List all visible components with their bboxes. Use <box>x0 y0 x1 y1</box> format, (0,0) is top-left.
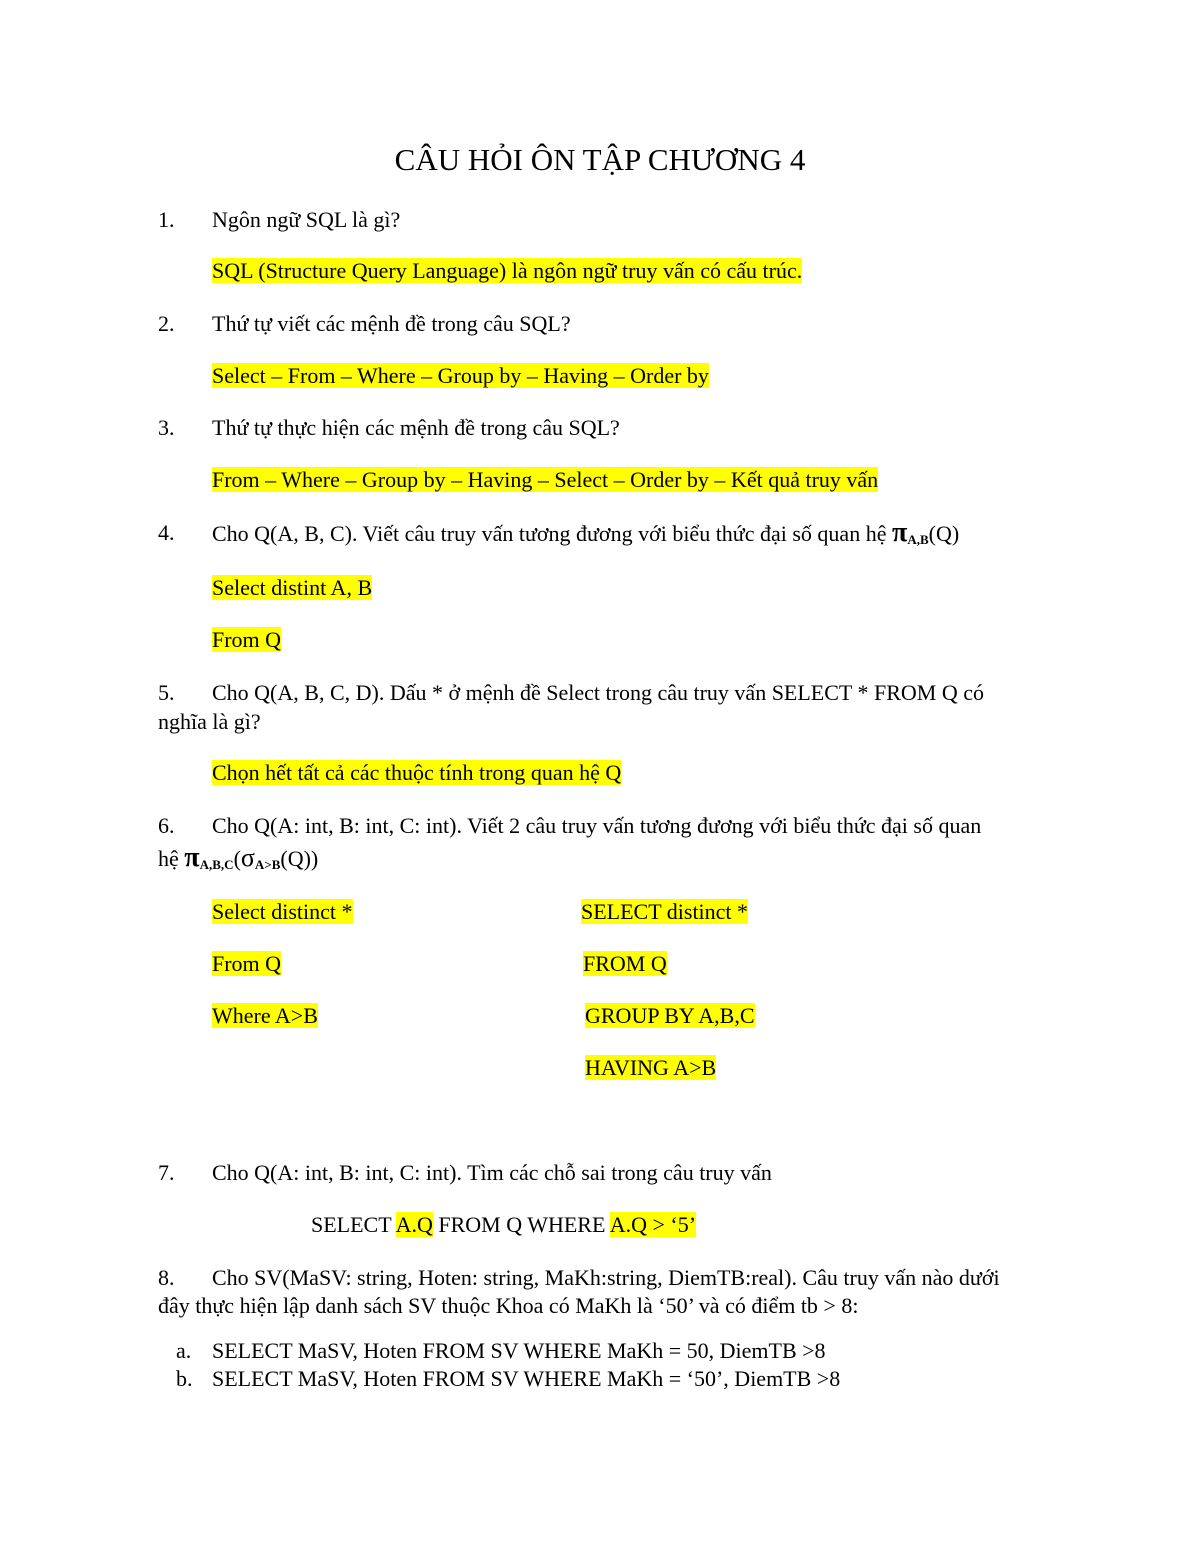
paren-open: ( <box>233 846 241 871</box>
pi-subscript: A,B <box>907 532 929 547</box>
answer-1-line <box>212 256 802 286</box>
answer-2: Select – From – Where – Group by – Having – Order by <box>212 363 709 388</box>
question-2-text: Thứ tự viết các mệnh đề trong câu SQL? <box>212 311 571 336</box>
answer-5-line <box>212 758 621 788</box>
answer-1: SQL (Structure Query Language) là ngôn ngữ truy vấn có cấu trúc. <box>212 258 803 283</box>
question-8-text-1: Cho SV(MaSV: string, Hoten: string, MaKh:string, DiemTB:real). Câu truy vấn nào dưới <box>212 1265 1000 1290</box>
question-3-text: Thứ tự thực hiện các mệnh đề trong câu SQL? <box>212 415 620 440</box>
answer-4-line-1 <box>212 573 372 603</box>
query-error-1: A.Q <box>395 1212 433 1237</box>
answer-6-right-from: FROM Q <box>583 951 667 976</box>
answer-6-right-having: HAVING A>B <box>585 1055 717 1080</box>
answer-6-right-4 <box>585 1053 716 1083</box>
answer-6-left-2 <box>212 949 281 979</box>
answer-6-left-where: Where A>B <box>212 1003 318 1028</box>
pi-subscript: A,B,C <box>199 857 234 872</box>
answer-6-right-group: GROUP BY A,B,C <box>585 1003 755 1028</box>
question-5-text-1: Cho Q(A, B, C, D). Dấu * ở mệnh đề Select trong câu truy vấn SELECT * FROM Q có <box>212 680 984 705</box>
query-part: SELECT <box>311 1212 396 1237</box>
question-4-body: Cho Q(A, B, C). Viết câu truy vấn tương đương với biểu thức đại số quan hệ <box>212 521 892 546</box>
answer-2-line <box>212 361 709 391</box>
pi-symbol: π <box>184 842 200 873</box>
question-number: 3. <box>158 415 175 440</box>
question-6-tail: (Q)) <box>280 846 319 871</box>
option-a-label: a. <box>176 1338 192 1363</box>
option-b-label: b. <box>176 1366 193 1391</box>
answer-6-right-2 <box>583 949 667 979</box>
answer-4-select: Select distint A, B <box>212 575 373 600</box>
answer-3-line <box>212 465 878 495</box>
question-number: 1. <box>158 207 175 232</box>
answer-5: Chọn hết tất cả các thuộc tính trong quan hệ Q <box>212 760 622 785</box>
question-6-prefix: hệ <box>158 846 185 871</box>
option-a-text: SELECT MaSV, Hoten FROM SV WHERE MaKh = 50, DiemTB >8 <box>212 1338 826 1363</box>
sigma-symbol: σ <box>240 843 255 872</box>
question-7-query <box>311 1210 696 1240</box>
question-1-text: Ngôn ngữ SQL là gì? <box>212 207 401 232</box>
answer-4-from: From Q <box>212 627 282 652</box>
query-part: FROM Q WHERE <box>432 1212 610 1237</box>
page-title: CÂU HỎI ÔN TẬP CHƯƠNG 4 <box>394 142 806 177</box>
answer-6-right-1 <box>581 897 748 927</box>
answer-4-line-2 <box>212 625 281 655</box>
answer-6-left-from: From Q <box>212 951 282 976</box>
question-5-text-2: nghĩa là gì? <box>158 709 261 734</box>
question-number: 5. <box>158 680 175 705</box>
question-8-text-2: đây thực hiện lập danh sách SV thuộc Khoa có MaKh là ‘50’ và có điểm tb > 8: <box>158 1293 859 1318</box>
option-b-text: SELECT MaSV, Hoten FROM SV WHERE MaKh = ‘50’, DiemTB >8 <box>212 1366 841 1391</box>
answer-6-left-3 <box>212 1001 318 1031</box>
question-6-text-2 <box>158 843 318 880</box>
answer-6-left-1 <box>212 897 353 927</box>
sigma-subscript: A>B <box>254 857 281 872</box>
question-number: 6. <box>158 813 175 838</box>
query-error-2: A.Q > ‘5’ <box>609 1212 697 1237</box>
question-number: 7. <box>158 1160 175 1185</box>
question-number: 8. <box>158 1265 175 1290</box>
answer-6-left-select: Select distinct * <box>212 899 353 924</box>
answer-6-right-3 <box>585 1001 755 1031</box>
question-7-text: Cho Q(A: int, B: int, C: int). Tìm các chỗ sai trong câu truy vấn <box>212 1160 772 1185</box>
question-4-tail: (Q) <box>928 521 960 546</box>
question-number: 2. <box>158 311 175 336</box>
question-6-text-1: Cho Q(A: int, B: int, C: int). Viết 2 câu truy vấn tương đương với biểu thức đại số quan <box>212 813 982 838</box>
pi-symbol: π <box>891 517 908 548</box>
answer-3: From – Where – Group by – Having – Select – Order by – Kết quả truy vấn <box>212 467 879 492</box>
question-4-text <box>212 518 959 555</box>
question-number: 4. <box>158 520 175 545</box>
answer-6-right-select: SELECT distinct * <box>581 899 749 924</box>
